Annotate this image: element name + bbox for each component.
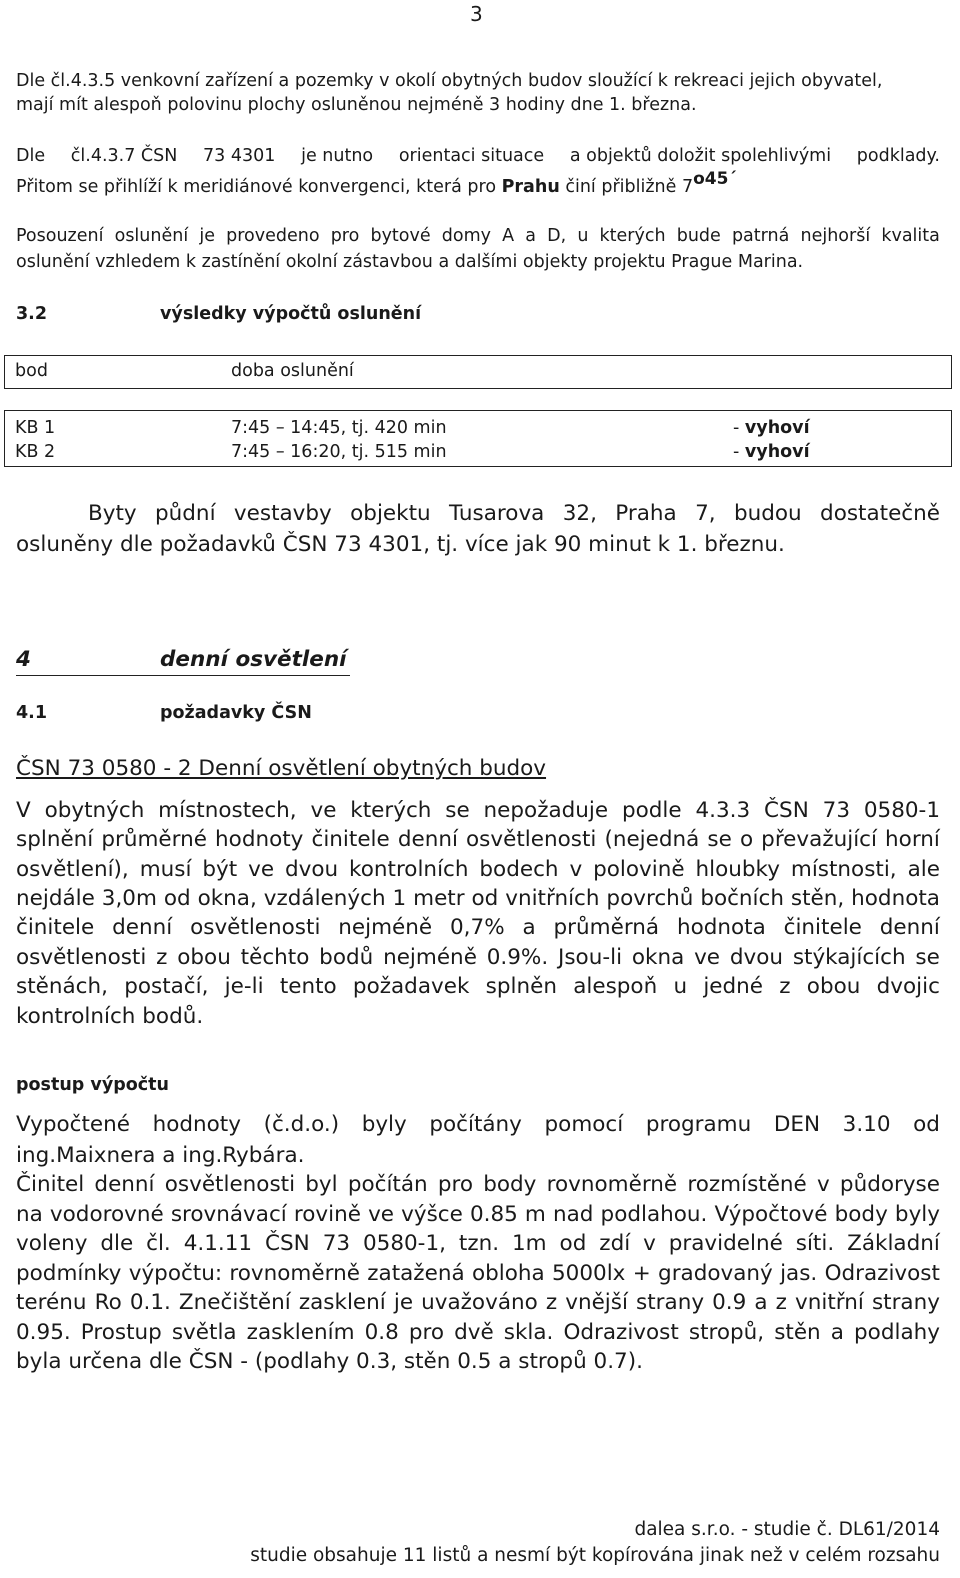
word: kontrolních	[349, 857, 469, 882]
word: a objektů doložit spolehlivými	[569, 146, 832, 166]
word: 3,0m	[101, 886, 157, 911]
standard-title: ČSN 73 0580 - 2 Denní osvětlení obytných budov	[16, 756, 547, 781]
word: od	[471, 886, 499, 911]
word: těchto	[240, 945, 310, 970]
word: dvou	[729, 945, 783, 970]
procedure-line	[16, 1172, 940, 1197]
word: nad	[552, 1202, 594, 1227]
intro-line-2: mají mít alespoň polovinu plochy osluněnou nejméně 3 hodiny dne 1. března.	[16, 95, 697, 115]
intro-line-3	[16, 146, 940, 166]
word: 32,	[562, 501, 597, 526]
word: pro	[437, 1172, 474, 1197]
word: body	[483, 1172, 537, 1197]
word: Ro	[94, 1290, 122, 1315]
word: oslunění	[114, 226, 189, 246]
word: terénu	[16, 1290, 87, 1315]
row-2-time: 7:45 – 16:20, tj. 515 min	[231, 442, 447, 462]
word: byly	[361, 1112, 407, 1137]
requirements-line	[16, 915, 940, 940]
word: rovnoměrně	[546, 1172, 678, 1197]
word: nejhorší	[800, 226, 871, 246]
word: Praha	[615, 501, 677, 526]
word: 0.1.	[129, 1290, 171, 1315]
word: světla	[171, 1320, 237, 1345]
word: alespoň	[573, 974, 658, 999]
word: pomocí	[544, 1112, 624, 1137]
word: orientaci situace	[398, 146, 545, 166]
word: a	[522, 915, 536, 940]
word: V	[16, 798, 31, 823]
word: vnitřní	[795, 1290, 864, 1315]
prague-bold: Prahu	[501, 177, 560, 197]
word: objektu	[350, 501, 431, 526]
word: podle	[621, 798, 682, 823]
word: se	[445, 798, 470, 823]
word: Odrazivost	[824, 1261, 940, 1286]
word: Výpočtové	[714, 1202, 828, 1227]
word: musí	[139, 857, 192, 882]
word: rovnoměrně	[229, 1261, 360, 1286]
word: denní	[112, 915, 173, 940]
row-1-bod: KB 1	[15, 418, 56, 438]
requirements-line-last: kontrolních bodů.	[16, 1004, 204, 1029]
word: podlahy	[854, 1320, 940, 1345]
word: pro	[330, 226, 360, 246]
word: dostatečně	[820, 501, 940, 526]
word: rovině	[293, 1202, 361, 1227]
conclusion-line-1	[88, 501, 940, 526]
procedure-line	[16, 1320, 940, 1345]
word: bytové	[370, 226, 431, 246]
word: Posouzení	[16, 226, 104, 246]
word: 4.1.11	[183, 1231, 253, 1256]
requirements-line	[16, 857, 940, 882]
word: v	[569, 857, 583, 882]
section-3-2-number: 3.2	[16, 304, 48, 324]
word: u	[577, 226, 589, 246]
word: zasklení	[298, 1290, 386, 1315]
word: 73	[822, 798, 850, 823]
word: strany	[636, 1290, 705, 1315]
word: osvětlenosti	[466, 827, 597, 852]
word: gradovaný	[658, 1261, 773, 1286]
footer-company: dalea s.r.o. - studie č. DL61/2014	[634, 1519, 940, 1540]
word: zasklením	[246, 1320, 355, 1345]
word: od	[913, 1112, 940, 1137]
word: vodorovné	[49, 1202, 164, 1227]
word: horní	[885, 827, 940, 852]
header-bod: bod	[15, 361, 48, 381]
word: srovnávací	[170, 1202, 287, 1227]
intro-line-4-text: Přitom se přihlíží k meridiánové konvergenci, která pro	[16, 177, 502, 197]
word: voleny	[16, 1231, 88, 1256]
word: 0.95.	[16, 1320, 71, 1345]
word: hodnoty	[215, 827, 304, 852]
word: hodnota	[851, 886, 940, 911]
word: výšce	[401, 1202, 463, 1227]
procedure-line-2: ing.Maixnera a ing.Rybára.	[16, 1143, 305, 1168]
procedure-heading: postup výpočtu	[16, 1075, 169, 1095]
word: převažující	[761, 827, 877, 852]
procedure-line-last: byla určena dle ČSN - (podlahy 0.3, stěn 0.5 a stropů 0.7).	[16, 1349, 643, 1374]
word: ČSN	[764, 798, 809, 823]
word: povrchů	[606, 886, 694, 911]
requirements-line	[16, 827, 940, 852]
word: 0.9%.	[486, 945, 549, 970]
section-4-1-number: 4.1	[16, 703, 48, 723]
word: metr	[413, 886, 465, 911]
word: a	[830, 1320, 844, 1345]
word: 0.85	[469, 1202, 518, 1227]
word: se	[707, 827, 732, 852]
word: ČSN	[265, 1231, 310, 1256]
word: osvětlení),	[16, 857, 129, 882]
intro-line-4-text-end: činí přibližně 7	[559, 177, 694, 197]
word: Dle	[16, 146, 46, 166]
word: čl.	[146, 1231, 171, 1256]
word: činitele	[783, 915, 862, 940]
word: z	[156, 945, 168, 970]
word: 0,7%	[450, 915, 505, 940]
word: denní	[879, 915, 940, 940]
results-table-header	[4, 355, 952, 389]
result-text: vyhoví	[744, 418, 810, 438]
word: byly	[894, 1202, 940, 1227]
word: kvalita	[881, 226, 940, 246]
word: nejméně	[338, 915, 433, 940]
word: 1m	[512, 1231, 547, 1256]
word: síti.	[795, 1231, 835, 1256]
word: 0580-1	[863, 798, 940, 823]
word: být	[202, 857, 238, 882]
angle-minutes: o45´	[693, 169, 737, 189]
word: jas.	[780, 1261, 818, 1286]
word: dvou	[284, 857, 339, 882]
word: Základní	[847, 1231, 940, 1256]
word: skla.	[503, 1320, 554, 1345]
procedure-line	[16, 1231, 940, 1256]
word: tzn.	[458, 1231, 500, 1256]
procedure-line-1	[16, 1112, 940, 1137]
word: Činitel	[16, 1172, 85, 1197]
word: Byty	[88, 501, 137, 526]
word: 4.3.3	[695, 798, 751, 823]
word: splnění	[16, 827, 94, 852]
word: na	[16, 1202, 43, 1227]
word: je	[393, 1290, 414, 1315]
word: vnější	[565, 1290, 628, 1315]
word: a	[754, 1290, 768, 1315]
page-number: 3	[470, 2, 483, 26]
word: body	[834, 1202, 888, 1227]
word: uvažováno	[421, 1290, 538, 1315]
requirements-line	[16, 886, 940, 911]
row-1-result	[733, 418, 810, 438]
word: byl	[305, 1172, 338, 1197]
procedure-line	[16, 1290, 940, 1315]
word: ve	[310, 798, 337, 823]
section-4-heading	[16, 647, 350, 676]
word: je nutno	[301, 146, 374, 166]
word: v	[643, 1231, 656, 1256]
word: pro	[408, 1320, 445, 1345]
word: z	[775, 1290, 787, 1315]
word: strany	[871, 1290, 940, 1315]
word: 5000lx	[551, 1261, 626, 1286]
word: Jsou-li	[558, 945, 623, 970]
word: Odrazivost	[563, 1320, 679, 1345]
word: splněn	[485, 974, 557, 999]
word: stýkajících	[792, 945, 906, 970]
word: (č.d.o.)	[263, 1112, 340, 1137]
word: dle	[100, 1231, 134, 1256]
word: je-li	[224, 974, 264, 999]
word: postačí,	[124, 974, 209, 999]
word: provedeno	[226, 226, 320, 246]
word: hodnota	[676, 915, 766, 940]
word: osvětlenosti	[164, 1172, 296, 1197]
intro-line-1: Dle čl.4.3.5 venkovní zařízení a pozemky v okolí obytných budov sloužící k rekreaci jejich obyvatel,	[16, 71, 883, 91]
section-4-number: 4	[16, 647, 31, 672]
word: +	[632, 1261, 651, 1286]
word: hodnoty	[152, 1112, 241, 1137]
requirements-line	[16, 798, 940, 823]
word: kterých	[599, 226, 666, 246]
word: ve	[694, 945, 721, 970]
word: činitele	[16, 915, 95, 940]
word: podmínky	[16, 1261, 122, 1286]
word: u	[673, 974, 688, 999]
word: půdní	[155, 501, 216, 526]
word: pravidelné	[668, 1231, 783, 1256]
word: z	[779, 974, 791, 999]
header-doba: doba oslunění	[231, 361, 354, 381]
word: Znečištění	[178, 1290, 291, 1315]
word: nepožaduje	[483, 798, 609, 823]
result-text: vyhoví	[744, 442, 810, 462]
word: hloubky	[695, 857, 780, 882]
word: budou	[733, 501, 802, 526]
word: stropů,	[688, 1320, 765, 1345]
word: D,	[547, 226, 567, 246]
word: 0.9	[712, 1290, 747, 1315]
word: ale	[907, 857, 940, 882]
word: výpočtu:	[128, 1261, 223, 1286]
word: denní	[94, 1172, 155, 1197]
word: patrná	[731, 226, 790, 246]
word: v	[816, 1172, 830, 1197]
word: 7,	[695, 501, 716, 526]
word: od	[559, 1231, 587, 1256]
word: 3.10	[842, 1112, 891, 1137]
word: podklady.	[856, 146, 940, 166]
requirements-line	[16, 945, 940, 970]
row-2-result	[733, 442, 810, 462]
word: bodů	[319, 945, 374, 970]
word: místnosti,	[790, 857, 897, 882]
word: vnitřních	[505, 886, 600, 911]
procedure-line	[16, 1261, 940, 1286]
dash: -	[733, 418, 745, 438]
results-table-body	[4, 410, 952, 467]
word: bočních	[700, 886, 784, 911]
word: rozmístěné	[687, 1172, 807, 1197]
row-2-bod: KB 2	[15, 442, 56, 462]
word: obloha	[471, 1261, 545, 1286]
dash: -	[733, 442, 745, 462]
word: od	[163, 886, 191, 911]
word: nejdále	[16, 886, 95, 911]
word: 73	[322, 1231, 351, 1256]
footer-copyright: studie obsahuje 11 listů a nesmí být kopírována jinak než v celém rozsahu	[250, 1545, 940, 1566]
word: místnostech,	[158, 798, 297, 823]
intro-line-4	[16, 169, 737, 197]
word: je	[199, 226, 215, 246]
word: stěnách,	[16, 974, 108, 999]
word: 73 4301	[203, 146, 276, 166]
word: m	[524, 1202, 546, 1227]
word: z	[545, 1290, 558, 1315]
word: čl.4.3.7 ČSN	[70, 146, 178, 166]
word: domy	[441, 226, 491, 246]
word: stěn	[774, 1320, 821, 1345]
word: kterých	[350, 798, 432, 823]
word: A	[502, 226, 515, 246]
word: podlahou.	[600, 1202, 708, 1227]
section-4-1-title: požadavky ČSN	[160, 703, 312, 723]
word: bodech	[479, 857, 559, 882]
word: (nejedná	[604, 827, 700, 852]
word: Vypočtené	[16, 1112, 130, 1137]
word: 0580-1,	[362, 1231, 446, 1256]
word: dvě	[454, 1320, 494, 1345]
word: obou	[177, 945, 231, 970]
word: a	[525, 226, 536, 246]
word: programu	[645, 1112, 752, 1137]
word: jedné	[703, 974, 764, 999]
conclusion-line-2: osluněny dle požadavků ČSN 73 4301, tj. více jak 90 minut k 1. březnu.	[16, 532, 785, 557]
word: okna	[631, 945, 685, 970]
word: 1	[392, 886, 407, 911]
word: Prostup	[80, 1320, 162, 1345]
section-3-2-title: výsledky výpočtů oslunění	[160, 304, 422, 324]
word: dvojic	[876, 974, 940, 999]
word: polovině	[593, 857, 685, 882]
word: počítány	[429, 1112, 522, 1137]
word: vestavby	[233, 501, 332, 526]
word: DEN	[773, 1112, 821, 1137]
word: osvětlenosti	[16, 945, 147, 970]
word: tento	[279, 974, 337, 999]
word: činitele	[311, 827, 390, 852]
word: zdí	[599, 1231, 631, 1256]
word: obou	[806, 974, 861, 999]
word: zatažená	[367, 1261, 465, 1286]
word: průměrná	[553, 915, 660, 940]
procedure-line	[16, 1202, 940, 1227]
word: počítán	[347, 1172, 428, 1197]
word: denní	[397, 827, 458, 852]
word: Tusarova	[449, 501, 545, 526]
word: stěn,	[790, 886, 845, 911]
word: okna,	[197, 886, 257, 911]
word: se	[915, 945, 940, 970]
assessment-line-1	[16, 226, 940, 246]
word: průměrné	[101, 827, 207, 852]
row-1-time: 7:45 – 14:45, tj. 420 min	[231, 418, 447, 438]
section-4-title: denní osvětlení	[160, 647, 347, 672]
word: obytných	[44, 798, 145, 823]
word: nejméně	[383, 945, 477, 970]
word: 0.8	[364, 1320, 399, 1345]
requirements-line	[16, 974, 940, 999]
word: půdoryse	[839, 1172, 940, 1197]
word: vzdálených	[263, 886, 386, 911]
assessment-line-2: oslunění vzhledem k zastínění okolní zástavbou a dalšími objekty projektu Prague Marina.	[16, 252, 804, 272]
word: osvětlenosti	[190, 915, 321, 940]
word: bude	[676, 226, 721, 246]
word: požadavek	[352, 974, 470, 999]
word: o	[739, 827, 754, 852]
word: ve	[368, 1202, 395, 1227]
word: ve	[248, 857, 275, 882]
